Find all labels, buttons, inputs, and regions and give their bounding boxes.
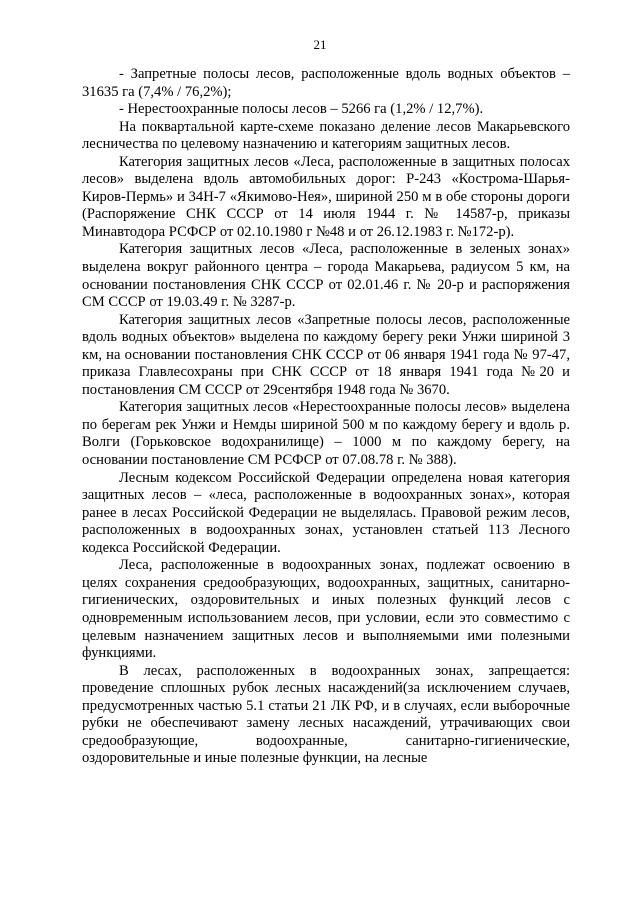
paragraph-prohibitions: В лесах, расположенных в водоохранных зонах, запрещается: проведение сплошных рубок лесных насаждений(за исключением случаев, предусмотренных частью 5.1 статьи 21 ЛК РФ, и в случаях, если выборочные рубки не обеспечивают замену лесных насаждений, утрачивающих свои средообразующие, водоохранные, санитарно-гигиенические, оздоровительные и иные полезные функции, на лесные: [82, 662, 570, 767]
document-body: [82, 66, 570, 768]
page-number: 21: [313, 37, 327, 52]
paragraph-water-protection-use: Леса, расположенные в водоохранных зонах, подлежат освоению в целях сохранения средообразующих, водоохранных, защитных, санитарно-гигиенических, оздоровительных и иных полезных функций лесов с одновременным использованием лесов, при условии, если это совместимо с целевым назначением защитных лесов и выполняемыми ими полезными функциями.: [82, 557, 570, 662]
paragraph-spawning-protection: Категория защитных лесов «Нерестоохранные полосы лесов» выделена по берегам рек Унжи и Немды шириной 500 м по каждому берегу и вдоль р. Волги (Горьковское водохранилище) – 1000 м по каждому берегу, на основании постановление СМ РСФСР от 07.08.78 г. № 388).: [82, 399, 570, 469]
paragraph-green-zones: Категория защитных лесов «Леса, расположенные в зеленых зонах» выделена вокруг районного центра – города Макарьева, радиусом 5 км, на основании постановления СНК СССР от 02.01.46 г. № 20-р и распоряжения СМ СССР от 19.03.49 г. № 3287-р.: [82, 241, 570, 311]
paragraph-prohibited-strips: - Запретные полосы лесов, расположенные вдоль водных объектов – 31635 га (7,4% / 76,2%);: [82, 66, 570, 100]
paragraph-forest-code: Лесным кодексом Российской Федерации определена новая категория защитных лесов – «леса, расположенные в водоохранных зонах», которая ранее в лесах Российской Федерации не выделялась. Правовой режим лесов, расположенных в водоохранных зонах, установлен статьей 113 Лесного кодекса Российской Федерации.: [82, 469, 570, 556]
paragraph-map-scheme: На поквартальной карте-схеме показано деление лесов Макарьевского лесничества по целевому назначению и категориям защитных лесов.: [82, 118, 570, 153]
paragraph-spawning-strips: - Нерестоохранные полосы лесов – 5266 га (1,2% / 12,7%).: [119, 101, 484, 118]
paragraph-water-prohibited-strips: Категория защитных лесов «Запретные полосы лесов, расположенные вдоль водных объектов» выделена по каждому берегу реки Унжи шириной 3 км, на основании постановления СНК СССР от 06 января 1941 года № 97-47, приказа Главлесохраны при СНК СССР от 18 января 1941 года №20 и постановления СМ СССР от 29сентября 1948 года № 3670.: [82, 311, 570, 398]
paragraph-road-protective-strips: Категория защитных лесов «Леса, расположенные в защитных полосах лесов» выделена вдоль автомобильных дорог: Р-243 «Кострома-Шарья-Киров-Пермь» и 34Н-7 «Якимово-Нея», шириной 250 м в обе стороны дороги (Распоряжение СНК СССР от 14 июля 1944 г. № 14587-р, приказы Минавтодора РСФСР от 02.10.1980 г №48 и от 26.12.1983 г. №172-р).: [82, 153, 570, 240]
